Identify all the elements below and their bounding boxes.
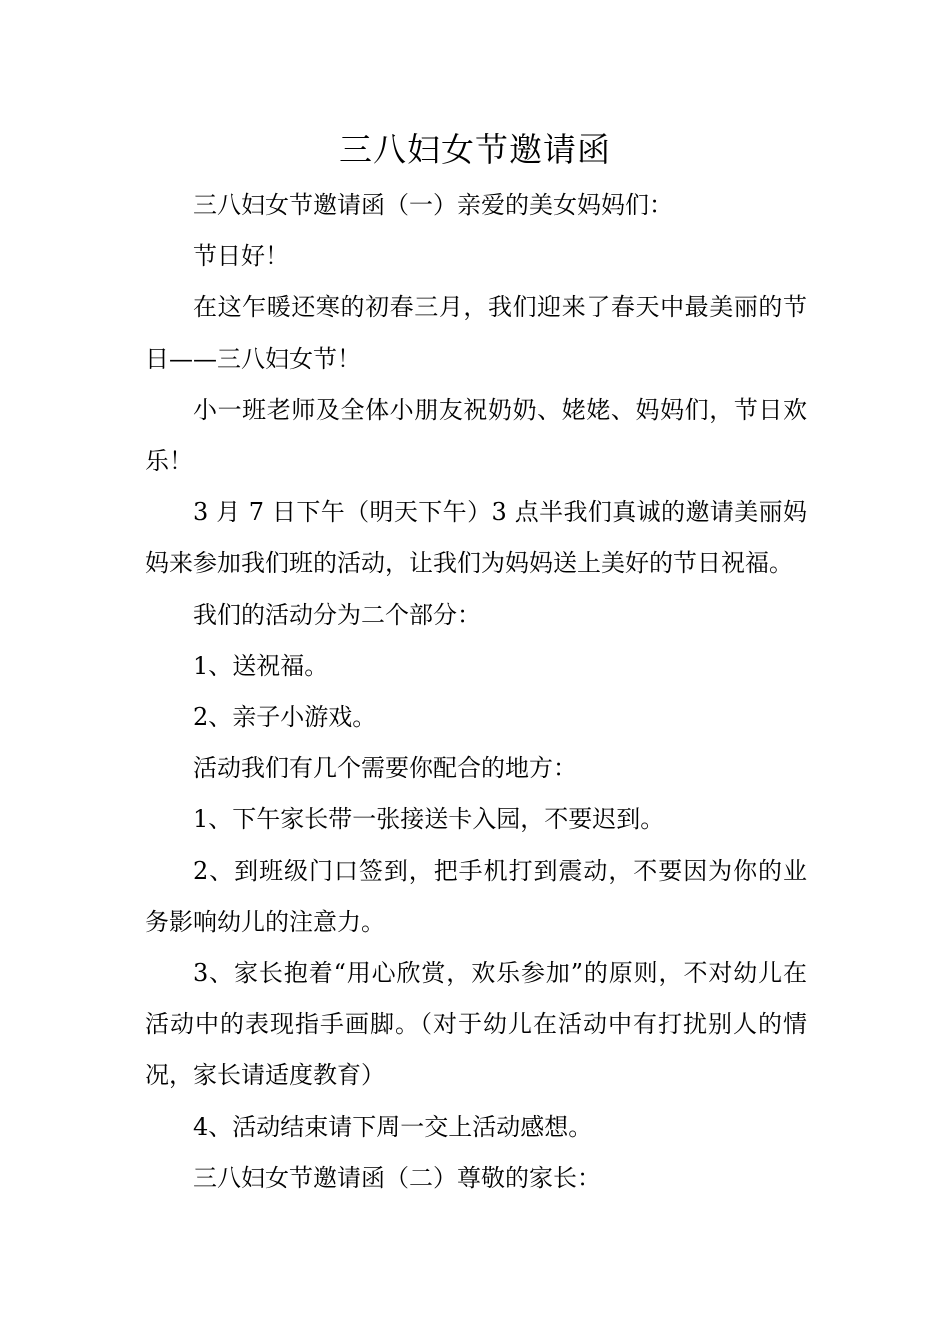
list-item: 3、家长抱着“用心欣赏，欢乐参加”的原则，不对幼儿在活动中的表现指手画脚。（对于幼儿在活动中有打扰别人的情况，家长请适度教育） [145,959,807,1090]
paragraph-greeting: 三八妇女节邀请函（一）亲爱的美女妈妈们： [193,191,673,219]
paragraph-second-invitation: 三八妇女节邀请函（二）尊敬的家长： [193,1163,601,1192]
paragraph-activity-parts: 我们的活动分为二个部分： [193,600,481,629]
document-title: 三八妇女节邀请函 [339,130,611,169]
document-body [145,180,807,1204]
list-item: 1、下午家长带一张接送卡入园，不要迟到。 [193,805,665,834]
paragraph-intro: 在这乍暖还寒的初春三月，我们迎来了春天中最美丽的节日——三八妇女节！ [145,293,807,373]
list-item: 4、活动结束请下周一交上活动感想。 [193,1112,593,1141]
list-item: 1、送祝福。 [193,651,329,680]
paragraph-requirements: 活动我们有几个需要你配合的地方： [193,754,577,783]
paragraph-holiday-wish: 节日好！ [193,242,289,271]
paragraph-class-wishes: 小一班老师及全体小朋友祝奶奶、姥姥、妈妈们，节日欢乐！ [145,395,807,476]
list-item: 2、亲子小游戏。 [193,703,377,732]
paragraph-invitation: 3 月 7 日下午（明天下午）3 点半我们真诚的邀请美丽妈妈来参加我们班的活动，让我们为妈妈送上美好的节日祝福。 [145,498,807,578]
list-item: 2、到班级门口签到，把手机打到震动，不要因为你的业务影响幼儿的注意力。 [145,856,807,936]
